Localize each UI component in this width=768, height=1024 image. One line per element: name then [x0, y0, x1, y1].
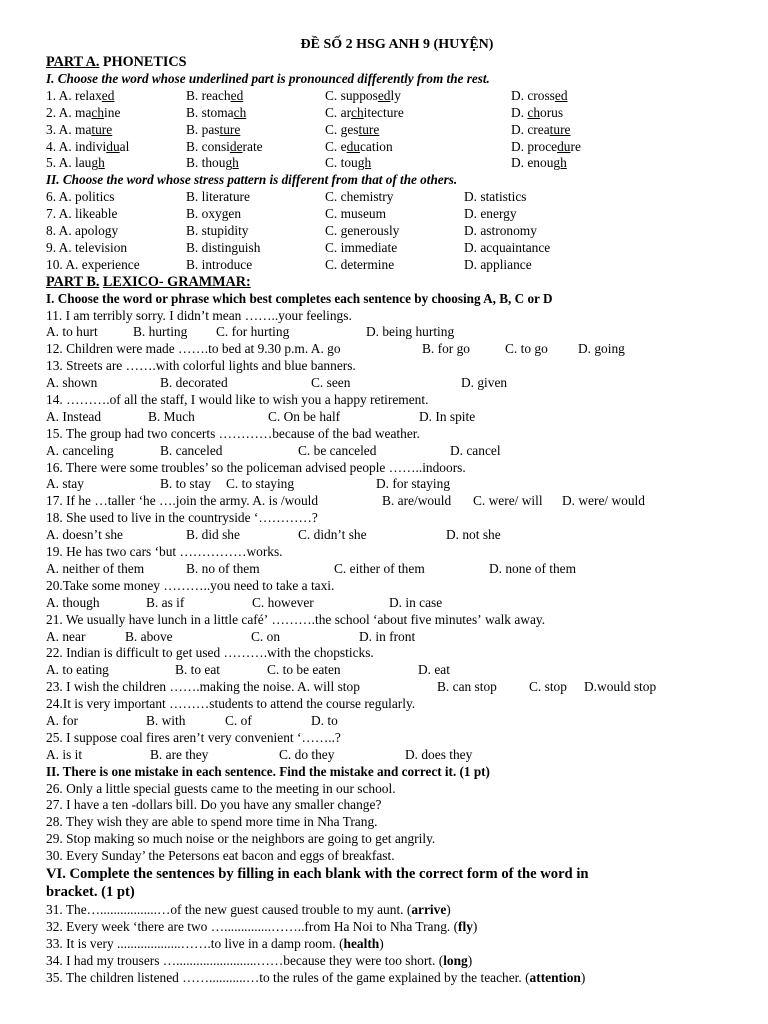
option-d: D. appliance: [464, 256, 532, 272]
sentence-text: 34. I had my trousers …........................……because they were too short. (: [46, 952, 444, 968]
question-stem: 24.It is very important ………students to attend the course regularly.: [46, 696, 416, 712]
option-a: A. to eating: [46, 662, 109, 678]
underlined-part: ture: [91, 121, 113, 137]
option-b: B. did she: [186, 527, 240, 543]
option-d: D. acquaintance: [464, 239, 551, 255]
option-a: A. neither of them: [46, 560, 145, 576]
option-text-end: al: [119, 138, 130, 154]
options-row: [46, 629, 726, 646]
option-c: C. generously: [325, 223, 400, 239]
options-row: [46, 713, 726, 730]
worksheet-page: [46, 36, 726, 986]
underlined-part: gh: [225, 155, 239, 171]
option-c: C. do they: [279, 746, 335, 762]
option-b: B. are they: [150, 746, 209, 762]
option-a: [46, 139, 129, 156]
option-d: D. does they: [405, 746, 473, 762]
options-row: [46, 375, 726, 392]
option-a: [46, 105, 120, 122]
option-a: 10. A. experience: [46, 256, 140, 272]
closing-bracket: ): [472, 918, 478, 934]
question-text: [46, 544, 726, 561]
option-a: [46, 155, 105, 172]
mistake-questions: [46, 781, 726, 865]
inline-option: C. to go: [505, 341, 548, 357]
option-c: C. immediate: [325, 239, 398, 255]
underlined-part: du: [106, 138, 120, 154]
section-b3-instruction-line-1: VI. Complete the sentences by filling in each blank with the correct form of the word in: [46, 865, 589, 882]
option-d: D. to: [311, 712, 338, 728]
closing-bracket: ): [379, 935, 384, 951]
inline-option: B. can stop: [437, 679, 497, 695]
stress-row: [46, 257, 726, 274]
option-d: [511, 88, 568, 105]
underlined-part: ch: [527, 104, 541, 120]
underlined-part: ed: [377, 87, 391, 103]
question-text: [46, 358, 726, 375]
option-b: B. hurting: [133, 324, 188, 340]
question-number: 4.: [46, 138, 59, 154]
inline-option: B. for go: [422, 341, 470, 357]
option-b: B. to eat: [175, 662, 220, 678]
option-b: B. with: [146, 712, 186, 728]
option-d: D. eat: [418, 662, 450, 678]
inline-option: C. were/ will: [473, 493, 543, 509]
option-b: B. introduce: [186, 256, 253, 272]
option-a: 8. A. apology: [46, 223, 119, 239]
option-text-end: ine: [104, 104, 121, 120]
multiple-choice-questions: [46, 308, 726, 764]
option-text: A. ma: [58, 121, 92, 137]
question-stem: 16. There were some troubles’ so the policeman advised people ……..indoors.: [46, 459, 466, 475]
option-text: C. tou: [325, 155, 358, 171]
underlined-part: ed: [101, 87, 115, 103]
stress-row: [46, 240, 726, 257]
option-c: C. to be eaten: [267, 662, 341, 678]
option-c: [325, 139, 393, 156]
base-word: fly: [458, 918, 473, 934]
mistake-sentence: 26. Only a little special guests came to the meeting in our school.: [46, 780, 396, 796]
option-d: [511, 139, 581, 156]
options-row: [46, 662, 726, 679]
question-stem: 17. If he …taller ‘he ….join the army. A. is /would: [46, 493, 319, 509]
closing-bracket: ): [446, 901, 451, 917]
option-b: [186, 139, 263, 156]
options-row: [46, 595, 726, 612]
option-b: B. distinguish: [186, 239, 261, 255]
option-text: D. proce: [511, 138, 558, 154]
option-c: C. museum: [325, 206, 387, 222]
option-b: B. literature: [186, 189, 250, 205]
option-text: B. consi: [186, 138, 230, 154]
underlined-part: gh: [357, 155, 372, 171]
underlined-part: ed: [554, 87, 568, 103]
word-form-sentence: [46, 953, 726, 970]
underlined-part: ture: [549, 121, 571, 137]
part-b-label: PART B.: [46, 273, 100, 290]
option-d: D. In spite: [419, 408, 476, 424]
stress-questions: [46, 189, 726, 273]
section-1-instruction: I. Choose the word whose underlined part is pronounced differently from the rest.: [46, 71, 490, 86]
option-a: A. near: [46, 628, 86, 644]
question-stem: 11. I am terribly sorry. I didnʼt mean ……..your feelings.: [46, 307, 352, 323]
option-d: D. given: [461, 375, 508, 391]
question-stem: 18. She used to live in the countryside ‘…………?: [46, 510, 318, 526]
option-d: [511, 122, 570, 139]
option-a: A. Instead: [46, 408, 102, 424]
option-d: D. in front: [359, 628, 416, 644]
option-c: C. determine: [325, 256, 395, 272]
option-a: A. for: [46, 712, 78, 728]
option-c: [325, 122, 379, 139]
section-b1-instruction: I. Choose the word or phrase which best completes each sentence by choosing A, B, C or D: [46, 290, 553, 306]
option-b: B. stupidity: [186, 223, 249, 239]
underlined-part: du: [557, 138, 571, 154]
option-c: [325, 88, 401, 105]
option-b: B. decorated: [160, 375, 228, 391]
question-text: [46, 493, 726, 510]
option-c: [325, 155, 371, 172]
question-stem: 20.Take some money ………..you need to take a taxi.: [46, 577, 335, 593]
sentence-text: 32. Every week ‘there are two …..............……..from Ha Noi to Nha Trang. (: [46, 918, 459, 934]
option-c: C. to staying: [226, 476, 295, 492]
base-word: arrive: [411, 901, 447, 917]
option-b: B. as if: [146, 594, 185, 610]
question-text: [46, 510, 726, 527]
option-a: A. stay: [46, 476, 84, 492]
option-text: B. thou: [186, 155, 226, 171]
option-d: D. astronomy: [464, 223, 537, 239]
question-text: [46, 730, 726, 747]
option-c: C. On be half: [268, 408, 341, 424]
option-text: C. e: [325, 138, 347, 154]
underlined-part: du: [346, 138, 360, 154]
option-d: D. for staying: [376, 476, 451, 492]
option-b: B. Much: [148, 408, 195, 424]
question-text: [46, 612, 726, 629]
question-number: 1.: [46, 87, 59, 103]
option-a: A. is it: [46, 746, 83, 762]
option-a: A. shown: [46, 375, 98, 391]
inline-option: D.would stop: [584, 679, 657, 695]
underlined-part: ch: [351, 104, 364, 120]
word-form-sentence: [46, 936, 726, 953]
mistake-sentence: 27. I have a ten -dollars bill. Do you have any smaller change?: [46, 797, 382, 813]
option-c: C. chemistry: [325, 189, 394, 205]
options-row: [46, 324, 726, 341]
option-text: B. stoma: [186, 104, 234, 120]
option-text: A. relax: [58, 87, 102, 103]
question-number: 5.: [46, 155, 59, 171]
option-a: [46, 88, 114, 105]
phonetics-row: [46, 105, 726, 122]
inline-option: D. were/ would: [562, 493, 645, 509]
question-text: [46, 341, 726, 358]
part-b-name: LEXICO- GRAMMAR:: [102, 273, 251, 290]
option-text: C. ar: [325, 104, 352, 120]
question-text: [46, 308, 726, 325]
option-c: C. seen: [311, 375, 351, 391]
mistake-sentence: 30. Every Sunday’ the Petersons eat bacon and eggs of breakfast.: [46, 848, 395, 864]
option-a: A. canceling: [46, 442, 114, 458]
option-text: A. ma: [58, 104, 92, 120]
section-b2-instruction: II. There is one mistake in each sentence. Find the mistake and correct it. (1 pt): [46, 763, 490, 779]
option-b: [186, 105, 246, 122]
option-text: B. pas: [186, 121, 220, 137]
option-a: [46, 122, 112, 139]
option-b: [186, 88, 243, 105]
question-stem: 25. I suppose coal fires arenʼt very convenient ‘……..?: [46, 729, 341, 745]
underlined-part: ch: [91, 104, 105, 120]
option-d: D. being hurting: [366, 324, 455, 340]
option-d: D. energy: [464, 206, 517, 222]
option-a: A. though: [46, 594, 100, 610]
part-a-label: PART A.: [46, 54, 100, 70]
question-text: [46, 426, 726, 443]
question-stem: 23. I wish the children …….making the noise. A. will stop: [46, 679, 360, 695]
question-stem: 19. He has two cars ‘but ……………works.: [46, 544, 283, 560]
inline-option: B. are/would: [382, 493, 452, 509]
option-a: A. doesnʼt she: [46, 527, 123, 543]
phonetics-row: [46, 155, 726, 172]
option-d: D. not she: [446, 527, 501, 543]
question-text: [46, 696, 726, 713]
option-a: 6. A. politics: [46, 189, 115, 205]
option-d: D. cancel: [450, 442, 501, 458]
sentence-text: 31. The….................…of the new guest caused trouble to my aunt. (: [46, 901, 412, 917]
option-text-end: rate: [242, 138, 263, 154]
phonetics-questions: [46, 88, 726, 172]
phonetics-row: [46, 88, 726, 105]
question-stem: 22. Indian is difficult to get used ……….with the chopsticks.: [46, 645, 374, 661]
option-c: C. of: [225, 712, 252, 728]
option-text-end: orus: [540, 104, 564, 120]
underlined-part: ch: [233, 104, 247, 120]
option-d: D. none of them: [489, 560, 577, 576]
mistake-sentence: 29. Stop making so much noise or the neighbors are going to get angrily.: [46, 831, 436, 847]
option-d: D. in case: [389, 594, 443, 610]
option-d: [511, 155, 567, 172]
part-b-heading: [46, 274, 726, 291]
option-text-end: ly: [390, 87, 401, 103]
underlined-part: de: [229, 138, 243, 154]
options-row: [46, 527, 726, 544]
option-d: [511, 105, 563, 122]
stress-row: [46, 206, 726, 223]
option-text: C. suppos: [325, 87, 378, 103]
sentence-text: 33. It is very ...................…….to live in a damp room. (: [46, 935, 344, 951]
question-number: 2.: [46, 104, 59, 120]
stress-row: [46, 189, 726, 206]
option-text: B. reach: [186, 87, 231, 103]
inline-option: C. stop: [529, 679, 567, 695]
question-text: [46, 392, 726, 409]
part-a-heading: [46, 54, 726, 71]
option-text: D. enou: [511, 155, 554, 171]
option-text: A. indivi: [58, 138, 107, 154]
underlined-part: ed: [230, 87, 244, 103]
inline-option: D. going: [578, 341, 625, 357]
option-c: C. didn’t she: [298, 527, 367, 543]
base-word: attention: [529, 969, 581, 985]
options-row: [46, 747, 726, 764]
question-stem: 12. Children were made …….to bed at 9.30 p.m. A. go: [46, 341, 341, 357]
closing-bracket: ): [580, 969, 586, 985]
option-c: C. however: [252, 594, 314, 610]
option-text: C. ges: [325, 121, 359, 137]
option-d: D. statistics: [464, 189, 527, 205]
option-text-end: re: [570, 138, 581, 154]
option-text: D.: [511, 104, 528, 120]
part-a-name: PHONETICS: [99, 54, 187, 70]
option-c: C. either of them: [334, 560, 425, 576]
stress-row: [46, 223, 726, 240]
option-c: C. on: [251, 628, 281, 644]
section-b3-instruction-line-2: bracket. (1 pt): [46, 884, 135, 901]
word-form-questions: [46, 902, 726, 986]
question-text: [46, 460, 726, 477]
base-word: health: [343, 935, 380, 951]
base-word: long: [443, 952, 468, 968]
sentence-text: 35. The children listened ……...........…to the rules of the game explained by the teacher. (: [46, 969, 530, 985]
option-a: A. to hurt: [46, 324, 98, 340]
option-text-end: cation: [359, 138, 393, 154]
options-row: [46, 561, 726, 578]
question-stem: 14. ……….of all the staff, I would like to wish you a happy retirement.: [46, 392, 429, 408]
question-number: 3.: [46, 121, 59, 137]
closing-bracket: ): [467, 952, 473, 968]
section-2-instruction: II. Choose the word whose stress pattern is different from that of the others.: [46, 172, 458, 188]
option-b: [186, 122, 240, 139]
word-form-sentence: [46, 970, 726, 987]
word-form-sentence: [46, 919, 726, 936]
question-stem: 13. Streets are …….with colorful lights and blue banners.: [46, 358, 356, 374]
underlined-part: ture: [358, 121, 380, 137]
option-text: A. lau: [58, 155, 92, 171]
question-text: [46, 578, 726, 595]
option-text: D. cross: [511, 87, 555, 103]
options-row: [46, 476, 726, 493]
phonetics-row: [46, 122, 726, 139]
word-form-sentence: [46, 902, 726, 919]
option-a: 7. A. likeable: [46, 206, 118, 222]
question-stem: 21. We usually have lunch in a little caféʼ ……….the school ‘about five minutesʼ walk away.: [46, 611, 546, 627]
options-row: [46, 443, 726, 460]
question-text: [46, 645, 726, 662]
option-b: B. to stay: [160, 476, 211, 492]
page-title: ĐỀ SỐ 2 HSG ANH 9 (HUYỆN): [300, 37, 494, 52]
option-a: 9. A. television: [46, 239, 128, 255]
options-row: [46, 409, 726, 426]
question-stem: 15. The group had two concerts …………because of the bad weather.: [46, 425, 420, 441]
mistake-sentence: 28. They wish they are able to spend more time in Nha Trang.: [46, 814, 378, 830]
phonetics-row: [46, 139, 726, 156]
underlined-part: gh: [553, 155, 567, 171]
option-c: [325, 105, 404, 122]
option-b: [186, 155, 239, 172]
option-c: C. be canceled: [298, 442, 377, 458]
option-c: C. for hurting: [216, 324, 290, 340]
option-b: B. no of them: [186, 560, 260, 576]
option-text: D. crea: [511, 121, 550, 137]
option-text-end: itecture: [363, 104, 404, 120]
option-b: B. canceled: [160, 442, 223, 458]
option-b: B. oxygen: [186, 206, 242, 222]
question-text: [46, 679, 726, 696]
underlined-part: gh: [91, 155, 105, 171]
underlined-part: ture: [219, 121, 241, 137]
option-b: B. above: [125, 628, 173, 644]
